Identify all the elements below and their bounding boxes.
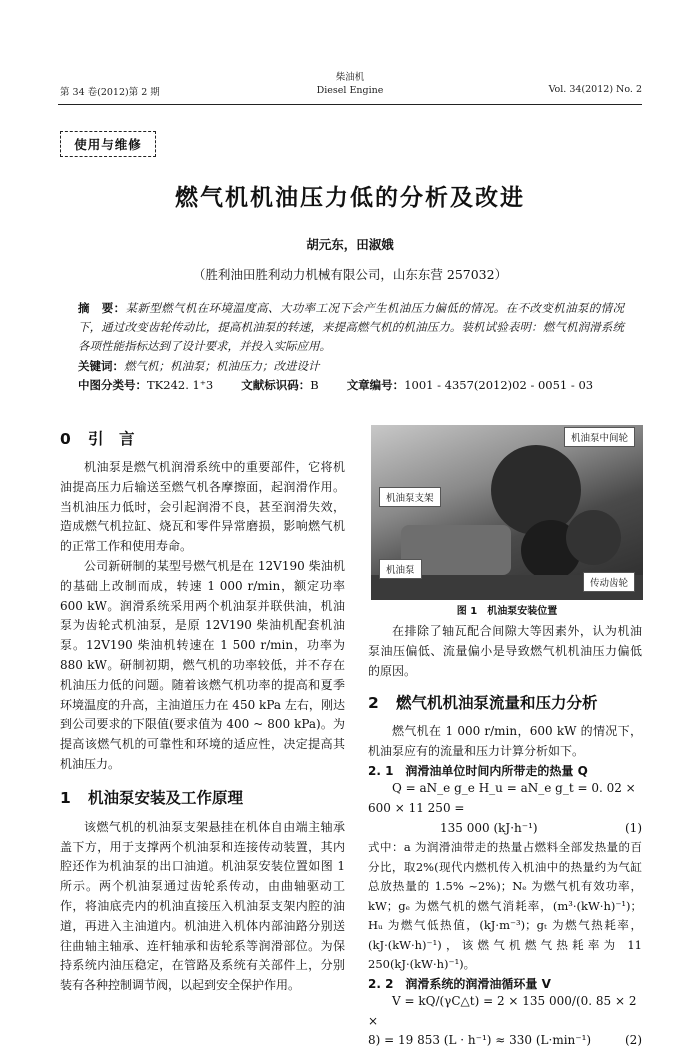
journal-name: [300, 71, 400, 97]
classification-line: [78, 377, 638, 393]
article-id-label: 文章编号：: [346, 378, 405, 392]
journal-name-en: Diesel Engine: [316, 85, 384, 96]
label-pump-intermediate-gear: 机油泵中间轮: [564, 427, 635, 447]
journal-volume: Vol. 34(2012) No. 2: [548, 84, 642, 95]
clc-value: TK242. 1⁺3: [147, 378, 214, 392]
label-oil-pump: 机油泵: [379, 559, 422, 579]
clc-label: 中图分类号：: [78, 378, 147, 392]
gear-right: [566, 510, 621, 565]
journal-issue: 第 34 卷(2012)第 2 期: [60, 87, 160, 98]
journal-name-cn: 柴油机: [335, 72, 365, 83]
doc-code-label: 文献标识码：: [241, 378, 311, 392]
section-0-title: 引 言: [88, 430, 135, 448]
equation-2-line-2: [368, 1031, 642, 1051]
article-id-value: 1001 - 4357(2012)02 - 0051 - 03: [404, 378, 594, 392]
section-1-heading: [60, 786, 345, 808]
equation-1-line-2: [368, 819, 642, 839]
section-2-paragraph-2: 式中：a 为润滑油带走的热量占燃料全部发热量的百分比，取2%(现代内燃机传入机油中的热量约为气缸总放热量的 1.5% ~2%)；Nₑ 为燃气机有效功率，kW；gₑ 为燃气机的燃气消耗率，(m³·(kW·h)⁻¹)；Hᵤ 为燃气低热值，(kJ·m⁻³)；gₜ 为燃气热耗率，(kJ·(kW·h)⁻¹)，该燃气机燃气热耗率为 11 250(kJ·(kW·h)⁻¹)。: [368, 840, 642, 972]
section-0-paragraph-1: 机油泵是燃气机润滑系统中的重要部件，它将机油提高压力后输送至燃气机各摩擦面，起润滑作用。当机油压力低时，会引起润滑不良，甚至润滑失效，造成燃气机拉缸、烧瓦和零件异常磨损，影响燃气机的正常工作和使用寿命。: [60, 460, 345, 554]
section-2-paragraph-1: 燃气机在 1 000 r/min，600 kW 的情况下，机油泵应有的流量和压力计算分析如下。: [368, 724, 642, 759]
figure-caption: 图 1 机油泵安装位置: [456, 606, 558, 617]
section-1-title: 机油泵安装及工作原理: [88, 788, 244, 807]
section-2-number: 2: [368, 694, 379, 713]
label-pump-bracket: 机油泵支架: [379, 487, 441, 507]
equation-2-result: 8) = 19 853 (L · h⁻¹) ≈ 330 (L·min⁻¹): [368, 1033, 592, 1048]
section-0-number: 0: [60, 430, 71, 448]
equation-2-number: (2): [625, 1033, 642, 1048]
engine-photo: [371, 425, 643, 600]
section-1-paragraph-1: 该燃气机的机油泵支架悬挂在机体自由端主轴承盖下方，用于支撑两个机油泵和连接传动装置，其内腔还作为机油泵的出口油道。机油泵安装位置如图 1 所示。两个机油泵通过齿轮系传动，由曲轴驱动工作，将油底壳内的机油直接压入机油泵支架内腔的油道，再进入主油道内。机油进入机体内部油路分别送往曲轴主轴承、连杆轴承和齿轮系等润滑部位。为保持系统内油压稳定，在管路及系统有关部件上，分别装有各种控制调节阀，以起到安全保护作用。: [60, 819, 345, 993]
section-2-heading: [368, 691, 642, 713]
keywords-label: 关键词：: [78, 359, 124, 373]
paper-title: 燃气机机油压力低的分析及改进: [175, 185, 525, 211]
abstract-label: 摘 要：: [78, 301, 126, 315]
left-column: [60, 427, 345, 996]
subsection-2-1-heading: 2. 1 润滑油单位时间内所带走的热量 Q: [368, 763, 588, 778]
equation-1-line-1: Q = aN_e g_e H_u = aN_e g_t = 0. 02 × 600 × 11 250 =: [368, 780, 636, 815]
gear-top: [491, 445, 581, 535]
section-0-paragraph-2: 公司新研制的某型号燃气机是在 12V190 柴油机的基础上改制而成，转速 1 000 r/min，额定功率 600 kW。润滑系统采用两个机油泵并联供油，机油泵为齿轮式机油泵，是原 12V190 柴油机配套机油泵。12V190 柴油机转速在 1 500 r/min，功率为880 kW。研制初期，燃气机的功率较低，并不存在机油压力低的问题。随着该燃气机功率的提高和夏季环境温度的升高，主油道压力在 450 kPa 左右，刚达到公司要求的下限值(要求值为 400 ~ 800 kPa)。为提高该燃气机的可靠性和环境的适应性，决定提高其机油压力。: [60, 558, 345, 771]
subsection-2-2-heading: 2. 2 润滑系统的润滑油循环量 V: [368, 976, 551, 991]
keywords: [78, 358, 624, 374]
equation-2-line-1: V = kQ/(γC△t) = 2 × 135 000/(0. 85 × 2 ×: [368, 993, 637, 1028]
section-tag: 使用与维修: [60, 131, 156, 157]
section-2-title: 燃气机机油泵流量和压力分析: [396, 694, 598, 713]
affiliation: （胜利油田胜利动力机械有限公司，山东东营 257032）: [192, 267, 508, 282]
right-paragraph: 在排除了轴瓦配合间隙大等因素外，认为机油泵油压偏低、流量偏小是导致燃气机机油压力偏低的原因。: [368, 624, 642, 678]
equation-1-number: (1): [625, 820, 642, 835]
label-drive-gear: 传动齿轮: [583, 572, 635, 592]
section-0-heading: [60, 427, 345, 449]
right-column: [368, 622, 642, 1051]
equation-1-result: 135 000 (kJ·h⁻¹): [440, 820, 538, 835]
abstract-text: 某新型燃气机在环境温度高、大功率工况下会产生机油压力偏低的情况。在不改变机油泵的情况下，通过改变齿轮传动比，提高机油泵的转速，来提高燃气机的机油压力。装机试验表明：燃气机润滑系统各项性能指标达到了设计要求，并投入实际应用。: [78, 301, 624, 353]
doc-code-value: B: [310, 378, 319, 392]
header-rule: [58, 104, 642, 105]
keywords-text: 燃气机；机油泵；机油压力；改进设计: [124, 359, 320, 373]
section-1-number: 1: [60, 788, 71, 807]
abstract: [78, 299, 624, 356]
authors: 胡元东，田淑娥: [306, 237, 394, 252]
